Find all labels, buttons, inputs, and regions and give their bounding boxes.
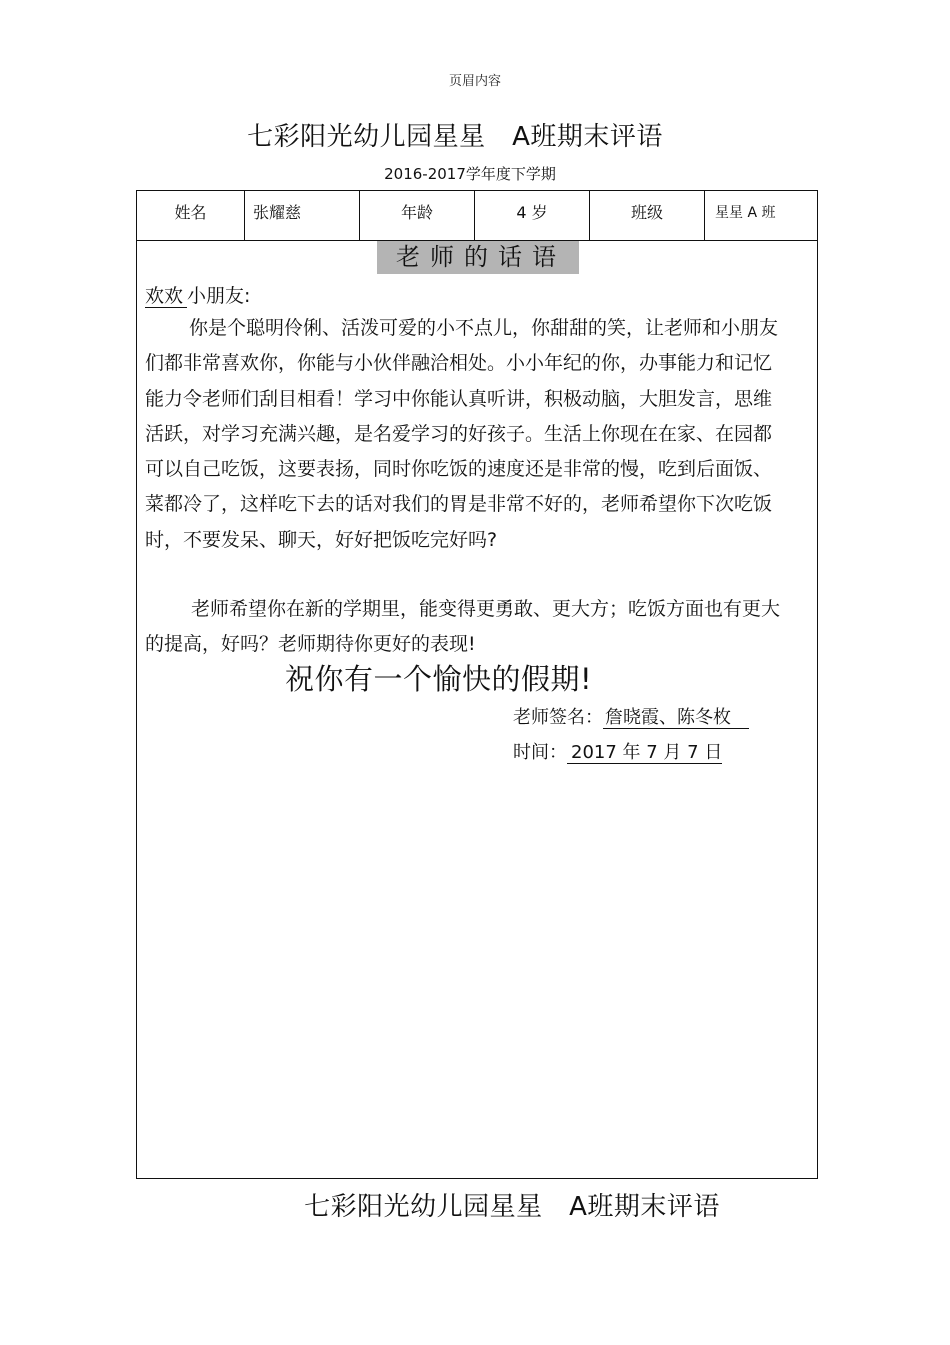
student-info-row bbox=[137, 191, 817, 241]
age-value: 4 岁 bbox=[475, 191, 590, 240]
document-title: 七彩阳光幼儿园星星 A班期末评语 bbox=[247, 122, 663, 152]
age-label: 年龄 bbox=[360, 191, 475, 240]
greeting bbox=[145, 281, 250, 308]
document-subtitle: 2016-2017学年度下学期 bbox=[384, 165, 556, 183]
name-label: 姓名 bbox=[137, 191, 245, 240]
class-value: 星星 A 班 bbox=[715, 205, 776, 221]
date-label: 时间： bbox=[513, 742, 567, 763]
page-header: 页眉内容 bbox=[448, 74, 501, 89]
class-label: 班级 bbox=[590, 191, 705, 240]
signature-label: 老师签名： bbox=[513, 707, 603, 728]
date-line bbox=[513, 738, 722, 764]
comment-paragraph-2 bbox=[145, 592, 781, 663]
signature-value: 詹晓霞、陈冬枚 bbox=[603, 707, 749, 729]
name-value: 张耀慈 bbox=[245, 191, 360, 240]
section-heading: 老师的话语 bbox=[377, 241, 579, 274]
comment-paragraph-1 bbox=[145, 311, 781, 558]
holiday-wish: 祝你有一个愉快的假期! bbox=[285, 662, 593, 696]
greeting-name: 欢欢 bbox=[145, 285, 187, 308]
evaluation-form bbox=[136, 190, 818, 1179]
footer-title: 七彩阳光幼儿园星星 A班期末评语 bbox=[304, 1192, 720, 1222]
teacher-signature bbox=[513, 703, 749, 729]
paragraph-2-text: 老师希望你在新的学期里，能变得更勇敢、更大方；吃饭方面也有更大的提高，好吗？老师期待你更好的表现! bbox=[145, 598, 781, 656]
paragraph-1-text: 你是个聪明伶俐、活泼可爱的小不点儿，你甜甜的笑，让老师和小朋友们都非常喜欢你，你能与小伙伴融洽相处。小小年纪的你，办事能力和记忆能力令老师们刮目相看！学习中你能认真听讲，积极动脑，大胆发言，思维活跃，对学习充满兴趣，是名爱学习的好孩子。生活上你现在在家、在园都可以自己吃饭，这要表扬，同时你吃饭的速度还是非常的慢，吃到后面饭、菜都冷了，这样吃下去的话对我们的胃是非常不好的，老师希望你下次吃饭时，不要发呆、聊天，好好把饭吃完好吗? bbox=[145, 317, 779, 551]
date-value: 2017 年 7 月 7 日 bbox=[567, 742, 722, 764]
greeting-suffix: 小朋友: bbox=[187, 285, 251, 307]
